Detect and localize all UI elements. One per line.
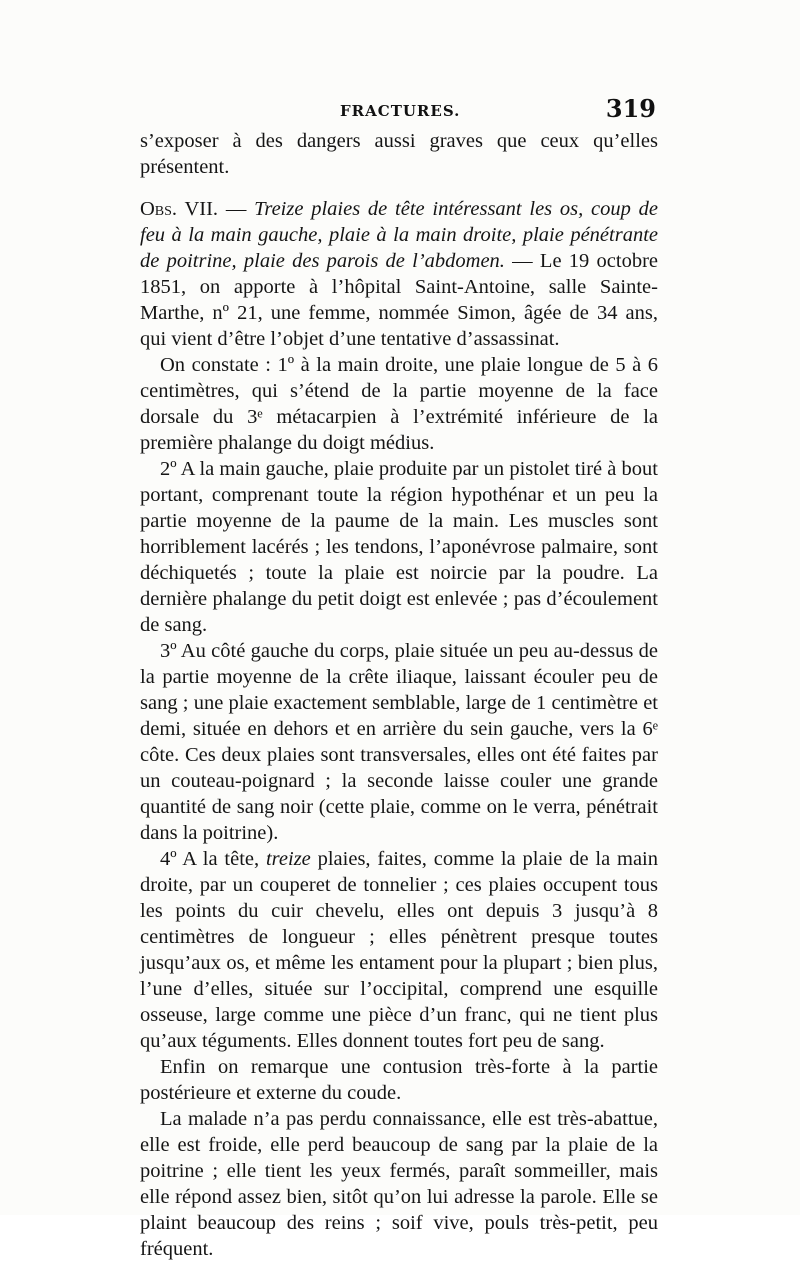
paragraph-tete-start: 4º A la tête, (160, 848, 266, 870)
body-text (140, 128, 658, 1262)
page-number: 319 (605, 94, 656, 123)
page-header (140, 94, 660, 124)
paragraph-tete-rest: plaies, faites, comme la plaie de la main droite, par un couperet de tonnelier ; ces plaies occupent tous les points du cuir chevelu, elles ont depuis 3 jusqu’à 8 centimètres de longueur ; elles pénètrent presque toutes jusqu’aux os, et même les entament pour la plupart ; bien plus, l’une d’elles, située sur l’occipital, comprend une esquille osseuse, large comme une pièce d’un franc, qui ne tient plus qu’aux téguments. Elles donnent toutes fort peu de sang. (140, 848, 658, 1052)
paragraph-cote-gauche: 3º Au côté gauche du corps, plaie située un peu au-dessus de la partie moyenne de la crête iliaque, laissant écouler peu de sang ; une plaie exactement semblable, large de 1 centimètre et demi, située en dehors et en arrière du sein gauche, vers la 6ᵉ côte. Ces deux plaies sont transversales, elles ont été faites par un couteau-poignard ; la seconde laisse couler une grande quantité de sang noir (cette plaie, comme on le verra, pénétrait dans la poitrine). (140, 640, 658, 844)
paragraph-main-droite: On constate : 1º à la main droite, une plaie longue de 5 à 6 centimètres, qui s’étend de la partie moyenne de la face dorsale du 3ᵉ métacarpien à l’extrémité inférieure de la première phalange du doigt médius. (140, 354, 658, 454)
paragraph-malade: La malade n’a pas perdu connaissance, elle est très-abattue, elle est froide, elle perd beaucoup de sang par la plaie de la poitrine ; elle tient les yeux fermés, paraît sommeiller, mais elle répond assez bien, sitôt qu’on lui adresse la parole. Elle se plaint beaucoup des reins ; soif vive, pouls très-petit, peu fréquent. (140, 1108, 658, 1260)
observation-title: Treize plaies de tête intéressant les os, coup de feu à la main gauche, plaie à la main droite, plaie pénétrante de poitrine, plaie des parois de l’abdomen. (140, 198, 658, 272)
observation-paragraph (140, 196, 658, 352)
paragraph-contusion: Enfin on remarque une contusion très-forte à la partie postérieure et externe du coude. (140, 1056, 658, 1104)
paragraph-tete (140, 846, 658, 1054)
observation-label: Obs. VII. (140, 198, 219, 220)
paragraph-main-gauche: 2º A la main gauche, plaie produite par un pistolet tiré à bout portant, comprenant toute la région hypothénar et un peu la partie moyenne de la paume de la main. Les muscles sont horriblement lacérés ; les tendons, l’aponévrose palmaire, sont déchiquetés ; toute la plaie est noircie par la poudre. La dernière phalange du petit doigt est enlevée ; pas d’écoulement de sang. (140, 458, 658, 636)
observation-text: — Le 19 octobre 1851, on apporte à l’hôpital Saint-Antoine, salle Sainte-Marthe, nº 21, une femme, nommée Simon, âgée de 34 ans, qui vient d’être l’objet d’une tentative d’assassinat. (140, 250, 658, 350)
intro-paragraph: s’exposer à des dangers aussi graves que ceux qu’elles présentent. (140, 130, 658, 178)
observation-dash: — (218, 198, 255, 220)
running-title: FRACTURES. (340, 102, 461, 120)
paragraph-tete-emphasis: treize (265, 848, 311, 870)
